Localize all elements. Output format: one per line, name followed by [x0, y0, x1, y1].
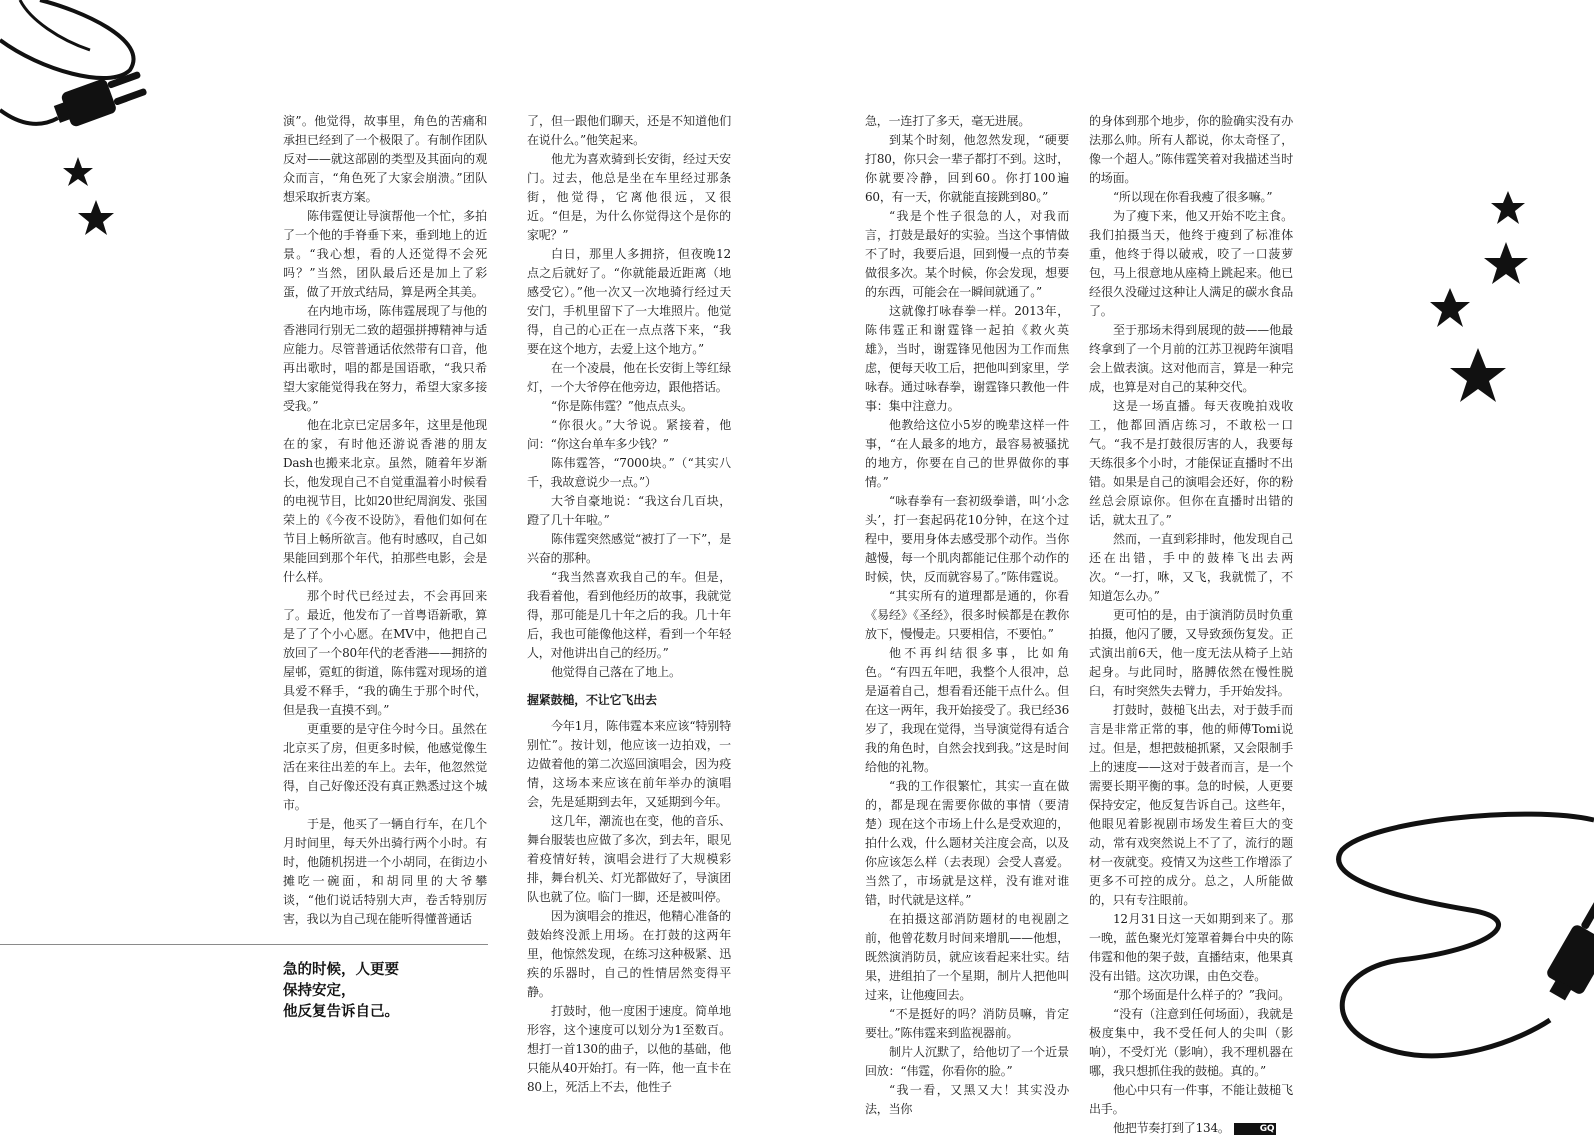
paragraph: “你是陈伟霆？”他点点头。	[551, 399, 693, 413]
paragraph: “我当然喜欢我自己的车。但是，我看着他，看到他经历的故事，我就觉得，那可能是几十年之后的我。几十年后，我也可能像他这样，看到一个年轻人，对他讲出自己的经历。”	[527, 570, 731, 660]
paragraph: 然而，一直到彩排时，他发现自己还在出错，手中的鼓棒飞出去两次。“一打，咻，又飞，我就慌了，不知道怎么办。”	[1089, 532, 1293, 603]
paragraph: 今年1月，陈伟霆本来应该“特别特别忙”。按计划，他应该一边拍戏，一边做着他的第二次巡回演唱会，因为疫情，这场本来应该在前年举办的演唱会，先是延期到去年，又延期到今年。	[527, 719, 731, 809]
paragraph: 陈伟霆突然感觉“被打了一下”，是兴奋的那种。	[527, 532, 731, 565]
paragraph: 陈伟霆便让导演帮他一个忙，多拍了一个他的手脊垂下来，垂到地上的近景。“我心想，看的人还觉得不会死吗？”当然，团队最后还是加上了彩蛋，做了开放式结局，算是两全其美。	[283, 209, 487, 299]
star-icon	[63, 157, 93, 186]
paragraph: 更可怕的是，由于演消防员时负重拍摄，他闪了腰，又导致颈伤复发。正式演出前6天，他一度无法从椅子上站起身。与此同时，胳膊依然在慢性脱臼，有时突然失去臂力，手开始发抖。	[1089, 608, 1293, 698]
paragraph: “咏春拳有一套初级拳谱，叫‘小念头’，打一套起码花10分钟，在这个过程中，要用身体去感受那个动作。当你越慢，每一个肌肉都能记住那个动作的时候，快，反而就容易了。”陈伟霆说。	[865, 494, 1069, 584]
paragraph: “不是挺好的吗？消防员嘛，肯定要壮。”陈伟霆来到监视器前。	[865, 1007, 1069, 1040]
star-icon	[1484, 242, 1528, 284]
paragraph: 白日，那里人多拥挤，但夜晚12点之后就好了。“你就能最近距离（地感受它）。”他一次又一次地骑行经过天安门，手机里留下了一大堆照片。他觉得，自己的心正在一点点落下来，“我要在这个地方，去爱上这个地方。”	[527, 247, 731, 356]
paragraph: 陈伟霆答，“7000块。”（“其实八千，我故意说少一点。”）	[527, 456, 731, 489]
paragraph: 这几年，潮流也在变，他的音乐、舞台服装也应做了多次，到去年，眼见着疫情好转，演唱会进行了大规模彩排，舞台机关、灯光都做好了，导演团队也就了位。临门一脚，还是被叫停。	[527, 814, 731, 904]
paragraph: “其实所有的道理都是通的，你看《易经》《圣经》，很多时候都是在教你放下，慢慢走。只要相信，不要怕。”	[865, 589, 1069, 641]
paragraph: 打鼓时，鼓槌飞出去，对于鼓手而言是非常正常的事，他的师傅Tomi说过。但是，想把鼓槌抓紧，又会限制手上的速度——这对于鼓者而言，是一个需要长期平衡的事。急的时候，人更要保持安定，他反复告诉自己。这些年，他眼见着影视剧市场发生着巨大的变动，常有戏突然说上不了了，流行的题材一夜就变。疫情又为这些工作增添了更多不可控的成分。总之，人所能做的，只有专注眼前。	[1089, 703, 1293, 907]
paragraph: 制片人沉默了，给他切了一个近景回放：“伟霆，你看你的脸。”	[865, 1045, 1069, 1078]
divider-rule	[0, 944, 488, 945]
paragraph: 他觉得自己落在了地上。	[551, 665, 681, 679]
article-column-1	[283, 112, 487, 926]
paragraph: 大爷自豪地说：“我这台几百块，蹬了几十年啦。”	[527, 494, 731, 527]
paragraph: 12月31日这一天如期到来了。那一晚，蓝色聚光灯笼罩着舞台中央的陈伟霆和他的架子鼓，直播结束，他果真没有出错。这次功课，由色交卷。	[1089, 912, 1293, 983]
star-icon	[1430, 288, 1470, 327]
paragraph: 于是，他买了一辆自行车，在几个月时间里，每天外出骑行两个小时。有时，他随机拐进一个小胡同，在街边小摊吃一碗面，和胡同里的大爷攀谈，“他们说话特别大声，卷舌特别厉害，我以为自己现在能听得懂普通话	[283, 817, 487, 926]
paragraph: “那个场面是什么样子的？”我问。	[1113, 988, 1291, 1002]
paragraph: 他把节奏打到了134。 GQ	[1113, 1121, 1275, 1135]
paragraph: 至于那场未得到展现的鼓——他最终拿到了一个月前的江苏卫视跨年演唱会上做表演。这对他而言，算是一种完成，也算是对自己的某种交代。	[1089, 323, 1293, 394]
paragraph: “你很火。”大爷说。紧接着，他问：“你这台单车多少钱？”	[527, 418, 731, 451]
paragraph: 这就像打咏春拳一样。2013年，陈伟霆正和谢霆锋一起拍《救火英雄》，当时，谢霆锋见他因为工作而焦虑，便每天收工后，把他叫到家里，学咏春。通过咏春拳，谢霆锋只教他一件事：集中注意力。	[865, 304, 1069, 413]
pull-quote	[283, 960, 483, 1023]
plug-doodle-top-left	[0, 0, 150, 240]
pull-quote-line: 急的时候，人更要	[283, 962, 399, 978]
paragraph: 为了瘦下来，他又开始不吃主食。我们拍摄当天，他终于瘦到了标准体重，他终于得以破戒，咬了一口菠萝包，马上很意地从座椅上跳起来。他已经很久没碰过这种让人满足的碳水食品了。	[1089, 209, 1293, 318]
star-icon	[1450, 348, 1506, 402]
paragraph: 他心中只有一件事，不能让鼓槌飞出手。	[1089, 1083, 1293, 1116]
paragraph: 的身体到那个地步，你的脸确实没有办法那么帅。所有人都说，你太奇怪了，像一个超人。”陈伟霆笑着对我描述当时的场面。	[1089, 114, 1293, 185]
pull-quote-line: 保持安定，	[283, 983, 356, 999]
paragraph: 那个时代已经过去，不会再回来了。最近，他发布了一首粤语新歌，算是了了个小心愿。在MV中，他把自己放回了一个80年代的老香港——拥挤的屋邨，霓虹的街道，陈伟霆对现场的道具爱不释手，“我的确生于那个时代，但是我一直摸不到。”	[283, 589, 487, 717]
paragraph: “没有（注意到任何场面），我就是极度集中，我不受任何人的尖叫（影响），不受灯光（影响），我不理机器在哪，我只想抓住我的鼓槌。真的。”	[1089, 1007, 1293, 1078]
paragraph: 这是一场直播。每天夜晚拍戏收工，他都回酒店练习，不敢松一口气。“我不是打鼓很厉害的人，我要每天练很多个小时，才能保证直播时不出错。如果是自己的演唱会还好，你的粉丝总会原谅你。但你在直播时出错的话，就太丑了。”	[1089, 399, 1293, 527]
plug-doodle-bottom-right	[1330, 800, 1594, 1080]
paragraph: 因为演唱会的推迟，他精心准备的鼓始终没派上用场。在打鼓的这两年里，他惊然发现，在练习这种极紧、迅疾的乐器时，自己的性情居然变得平静。	[527, 909, 731, 999]
article-column-3	[865, 112, 1069, 1116]
paragraph: 他教给这位小5岁的晚辈这样一件事，“在人最多的地方，最容易被骚扰的地方，你要在自己的世界做你的事情。”	[865, 418, 1069, 489]
article-column-2	[527, 112, 731, 1094]
paragraph: 演”。他觉得，故事里，角色的苦痛和承担已经到了一个极限了。有制作团队反对——就这部剧的类型及其面向的观众而言，“角色死了大家会崩溃。”团队想采取折衷方案。	[283, 114, 487, 204]
paragraph: “所以现在你看我瘦了很多嘛。”	[1113, 190, 1273, 204]
paragraph: “我一看，又黑又大！其实没办法，当你	[865, 1083, 1069, 1116]
paragraph: 了，但一跟他们聊天，还是不知道他们在说什么。”他笑起来。	[527, 114, 731, 147]
section-heading: 握紧鼓槌，不让它飞出去	[527, 693, 657, 707]
pull-quote-line: 他反复告诉自己。	[283, 1004, 399, 1020]
paragraph: “我的工作很繁忙，其实一直在做的，都是现在需要你做的事情（要清楚）现在这个市场上什么是受欢迎的，拍什么戏，什么题材关注度会高，以及你应该怎么样（去表现）会受人喜爱。当然了，市场就是这样，没有谁对谁错，时代就是这样。”	[865, 779, 1069, 907]
paragraph: 在内地市场，陈伟霆展现了与他的香港同行别无二致的超强拼搏精神与适应能力。尽管普通话依然带有口音，他再出歌时，唱的都是国语歌，“我只希望大家能觉得我在努力，希望大家多接受我。”	[283, 304, 487, 413]
paragraph: “我是个性子很急的人，对我而言，打鼓是最好的实验。当这个事情做不了时，我要后退，回到慢一点的节奏做很多次。某个时候，你会发现，想要的东西，可能会在一瞬间就通了。”	[865, 209, 1069, 299]
paragraph: 在拍摄这部消防题材的电视剧之前，他曾花数月时间来增肌——他想，既然演消防员，就应该看起来壮实。结果，进组拍了一个星期，制片人把他叫过来，让他瘦回去。	[865, 912, 1069, 1002]
paragraph: 更重要的是守住今时今日。虽然在北京买了房，但更多时候，他感觉像生活在来往出差的车上。去年，他忽然觉得，自己好像还没有真正熟悉过这个城市。	[283, 722, 487, 812]
paragraph: 他尤为喜欢骑到长安街，经过天安门。过去，他总是坐在车里经过那条街，他觉得，它离他很远，又很近。“但是，为什么你觉得这个是你的家呢？”	[527, 152, 731, 242]
article-column-4	[1089, 112, 1293, 1135]
paragraph: 到某个时刻，他忽然发现，“硬要打80，你只会一辈子都打不到。这时，你就要冷静，回到60。你打100遍60，有一天，你就能直接跳到80。”	[865, 133, 1069, 204]
paragraph: 在一个凌晨，他在长安街上等红绿灯，一个大爷停在他旁边，跟他搭话。	[527, 361, 731, 394]
paragraph: 急，一连打了多天，毫无进展。	[865, 114, 1031, 128]
star-doodles-right	[1420, 180, 1540, 420]
paragraph: 打鼓时，他一度困于速度。简单地形容，这个速度可以划分为1至数百。想打一首130的曲子，以他的基础，他只能从40开始打。有一阵，他一直卡在80上，死活上不去，他性子	[527, 1004, 731, 1094]
star-icon	[1491, 191, 1525, 224]
star-icon	[78, 200, 114, 235]
paragraph: 他在北京已定居多年，这里是他现在的家，有时他还游说香港的朋友Dash也搬来北京。虽然，随着年岁渐长，他发现自己不自觉重温着小时候看的电视节目，比如20世纪周润发、张国荣上的《今夜不设防》，看他们如何在节目上畅所欲言。他有时感叹，自己如果能回到那个年代，拍那些电影，会是什么样。	[283, 418, 487, 584]
paragraph: 他不再纠结很多事，比如角色。“有四五年吧，我整个人很冲，总是逼着自己，想看看还能干点什么。但在这一两年，我开始接受了。我已经36岁了，我现在觉得，当导演觉得有适合我的角色时，自然会找到我。”这是时间给他的礼物。	[865, 646, 1069, 774]
end-mark-logo: GQ	[1234, 1123, 1277, 1135]
